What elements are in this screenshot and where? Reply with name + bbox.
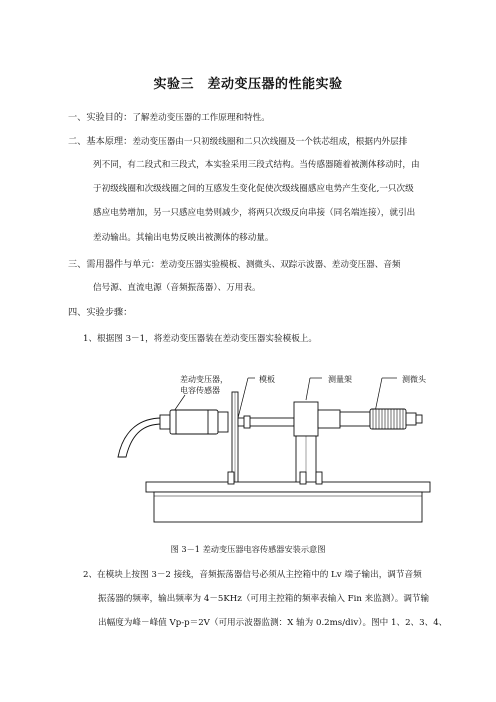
step-2-line-1: 2、在模块上按图 3－2 接线，音频振荡器信号必须从主控箱中的 Lv 端子输出，调节音频 xyxy=(83,570,422,580)
label-sensor-line-2: 电容传感器 xyxy=(180,386,220,395)
base-platform xyxy=(146,472,430,522)
step-2-line-2: 振荡器的频率，输出频率为 4－5KHz（可用主控箱的频率表输入 Fin 来监测）。调节输 xyxy=(98,594,430,604)
label-micrometer: 测微头 xyxy=(402,375,426,384)
label-bracket: 测量架 xyxy=(328,375,352,384)
purpose-heading: 一、实验目的： xyxy=(68,112,133,123)
page-title: 实验三 差动变压器的性能实验 xyxy=(153,77,343,92)
equipment-line-1 xyxy=(68,259,401,271)
purpose-paragraph xyxy=(68,112,270,124)
principle-line-2: 列不同，有二段式和三段式，本实验采用三段式结构。当传感器随着被测体移动时，由 xyxy=(93,160,420,170)
steps-heading: 四、实验步骤： xyxy=(68,307,133,318)
micrometer-head xyxy=(340,409,422,429)
sensor-cable xyxy=(118,418,162,457)
principle-line-1 xyxy=(68,136,407,148)
step-2-line-3: 出幅度为峰－峰值 Vp-p＝2V（可用示波器监测：X 轴为 0.2ms/div）。图中 1、2、3、4、 xyxy=(98,618,448,628)
principle-heading: 二、基本原理： xyxy=(68,136,133,147)
label-template: 模板 xyxy=(259,375,275,384)
principle-text-1: 差动变压器由一只初级线圈和二只次线圈及一个铁芯组成，根据内外层排 xyxy=(132,137,408,147)
step-1: 1、根据图 3－1，将差动变压器装在差动变压器实验模板上。 xyxy=(83,334,317,344)
equipment-text-1: 差动变压器实验模板、测微头、双踪示波器、差动变压器、音频 xyxy=(159,260,401,270)
principle-line-4: 感应电势增加，另一只感应电势则减少，将两只次级反向串接（同名端连接），就引出 xyxy=(93,208,416,218)
principle-line-5: 差动输出。其输出电势反映出被测体的移动量。 xyxy=(93,233,274,243)
figure-caption: 图 3－1 差动变压器电容传感器安装示意图 xyxy=(170,544,326,554)
transformer-sensor xyxy=(160,410,228,434)
equipment-heading: 三、需用器件与单元： xyxy=(68,259,160,270)
label-sensor-line-1: 差动变压器， xyxy=(180,375,228,384)
principle-line-3: 于初级线圈和次级线圈之间的互感发生变化促使次级线圈感应电势产生变化,一只次级 xyxy=(93,184,414,194)
equipment-line-2: 信号源、直流电源（音频振荡器）、万用表。 xyxy=(93,283,261,293)
core-rod xyxy=(238,416,294,428)
purpose-text: 了解差动变压器的工作原理和特性。 xyxy=(132,113,270,123)
installation-diagram xyxy=(110,362,440,530)
